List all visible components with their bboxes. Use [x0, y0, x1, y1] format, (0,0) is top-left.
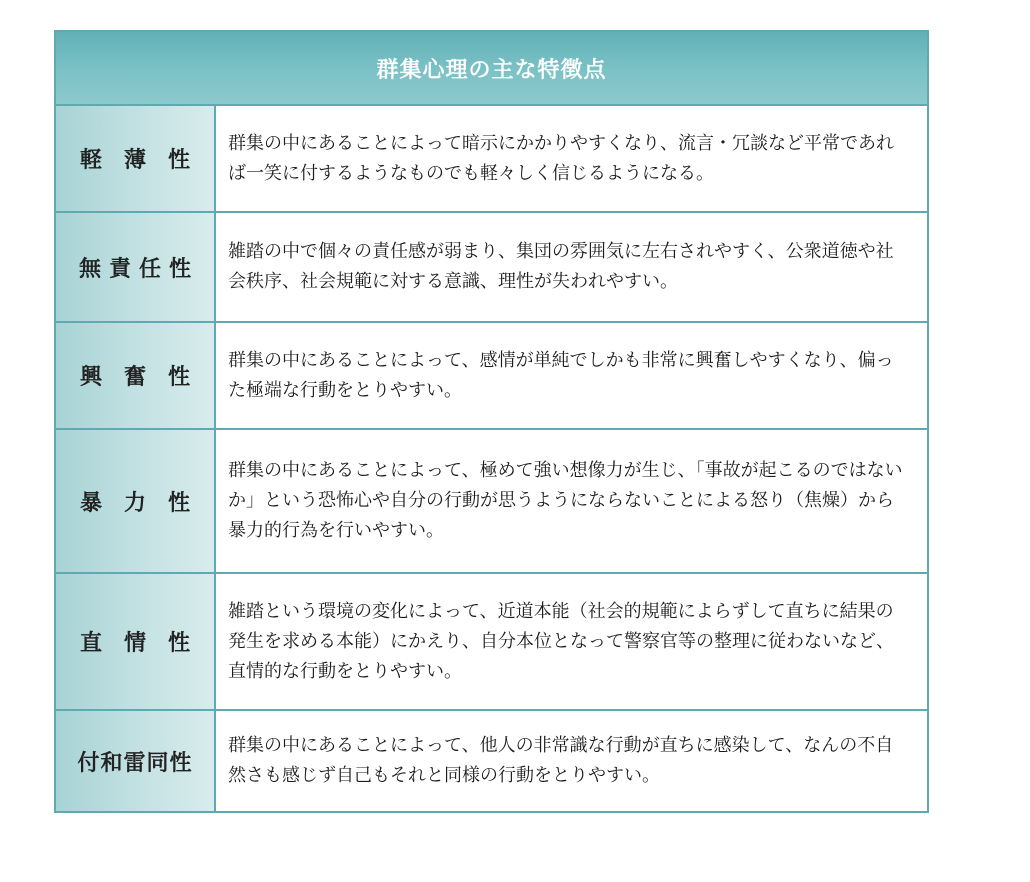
crowd-psychology-table — [54, 30, 929, 813]
row-label-cell — [56, 711, 216, 811]
row-label-cell — [56, 323, 216, 428]
row-description-cell — [216, 574, 927, 709]
table-title-bar — [56, 32, 927, 106]
row-description-cell — [216, 213, 927, 321]
row-description: 群集の中にあることによって、極めて強い想像力が生じ、「事故が起こるのではないか」という恐怖心や自分の行動が思うようにならないことによる怒り（焦燥）から暴力的行為を行いやすい。 — [228, 460, 903, 541]
row-label-cell — [56, 430, 216, 572]
row-description: 群集の中にあることによって、他人の非常識な行動が直ちに感染して、なんの不自然さも感じず自己もそれと同様の行動をとりやすい。 — [228, 735, 894, 786]
table-row — [56, 323, 927, 430]
table-row — [56, 711, 927, 811]
row-label-cell — [56, 574, 216, 709]
row-label: 無責任性 — [78, 256, 199, 282]
table-row — [56, 430, 927, 574]
row-description: 雑踏の中で個々の責任感が弱まり、集団の雰囲気に左右されやすく、公衆道徳や社会秩序、社会規範に対する意識、理性が失われやすい。 — [228, 241, 894, 292]
table-row — [56, 574, 927, 711]
row-description-cell — [216, 711, 927, 811]
row-description: 雑踏という環境の変化によって、近道本能（社会的規範によらずして直ちに結果の発生を求める本能）にかえり、自分本位となって警察官等の整理に従わないなど、直情的な行動をとりやすい。 — [228, 600, 894, 682]
row-label-cell — [56, 106, 216, 211]
row-label: 付和雷同性 — [77, 750, 193, 776]
row-description-cell — [216, 106, 927, 211]
row-description: 群集の中にあることによって暗示にかかりやすくなり、流言・冗談など平常であれば一笑に付するようなものでも軽々しく信じるようになる。 — [228, 132, 894, 184]
table-title: 群集心理の主な特徴点 — [376, 57, 607, 83]
row-description-cell — [216, 323, 927, 428]
table-row — [56, 106, 927, 213]
row-description-cell — [216, 430, 927, 572]
row-label: 直情性 — [79, 631, 212, 656]
row-label: 暴力性 — [79, 490, 212, 516]
row-label: 軽薄性 — [79, 148, 212, 173]
table-row — [56, 213, 927, 323]
row-description: 群集の中にあることによって、感情が単純でしかも非常に興奮しやすくなり、偏った極端な行動をとりやすい。 — [228, 349, 894, 401]
row-label-cell — [56, 213, 216, 321]
row-label: 興奮性 — [79, 365, 212, 390]
